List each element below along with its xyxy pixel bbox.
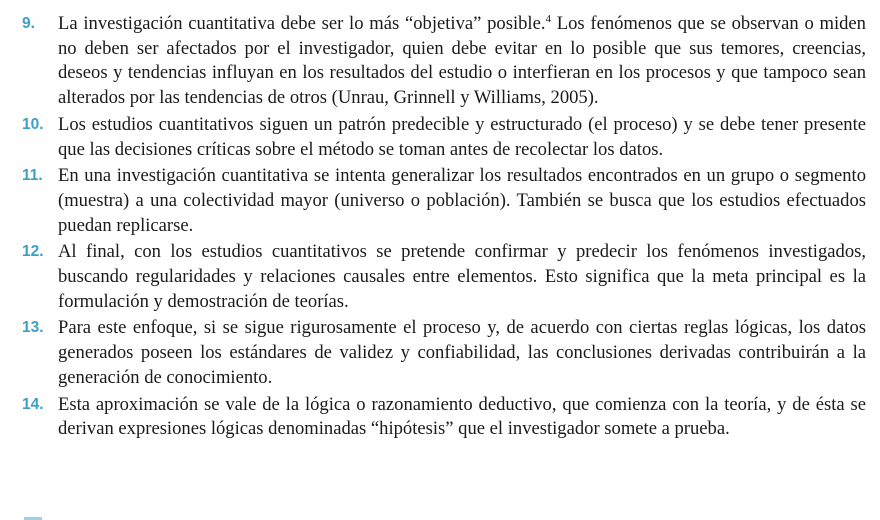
item-number: 9. xyxy=(22,15,35,32)
item-number: 13. xyxy=(22,319,44,337)
item-text: Esta aproximación se vale de la lógica o razonamiento deductivo, que comienza con la teoría, y de ésta se derivan expresiones lógicas denominadas “hipótesis” que el investigador somete a prueba. xyxy=(58,393,866,440)
item-text: En una investigación cuantitativa se intenta generalizar los resultados encontrados en un grupo o segmento (muestra) a una colectividad mayor (universo o población). También se busca que los estudios efectuados puedan replicarse. xyxy=(58,165,866,236)
item-number: 10. xyxy=(22,115,44,133)
item-text: Al final, con los estudios cuantitativos se pretende confirmar y predecir los fenómenos investigados, buscando regularidades y relaciones causales entre elementos. Esto significa que la meta principal es la formulación y demostración de teorías. xyxy=(58,241,866,312)
item-text: La investigación cuantitativa debe ser lo más “objetiva” posible. xyxy=(58,13,546,34)
item-text: Los estudios cuantitativos siguen un patrón predecible y estructurado (el proceso) y se debe tener presente que las decisiones críticas sobre el método se toman antes de recolectar los datos. xyxy=(58,113,866,160)
list-item-11 xyxy=(22,164,866,238)
footnote-reference[interactable]: 4 xyxy=(545,12,551,25)
item-text-continued: Los fenómenos que se observan o miden no deben ser afectados por el investigador, quien debe evitar en lo posible que sus temores, creencias, deseos y tendencias influyan en los resultados del estudio o interfieran en los procesos y que tampoco sean alterados por las tendencias de otros (Unrau, Grinnell y Williams, 2005). xyxy=(58,13,866,109)
item-number: 11. xyxy=(22,167,43,185)
item-text: Para este enfoque, si se sigue rigurosamente el proceso y, de acuerdo con ciertas reglas lógicas, los datos generados poseen los estándares de validez y confiabilidad, las conclusiones derivadas contribuirán a la generación de conocimiento. xyxy=(58,317,866,388)
list-item-9 xyxy=(22,12,866,111)
numbered-list xyxy=(22,12,866,442)
list-item-14 xyxy=(22,393,866,442)
item-number: 14. xyxy=(22,395,44,413)
item-number: 12. xyxy=(22,243,44,261)
list-item-12 xyxy=(22,240,866,314)
list-item-13 xyxy=(22,316,866,390)
list-item-10 xyxy=(22,113,866,162)
